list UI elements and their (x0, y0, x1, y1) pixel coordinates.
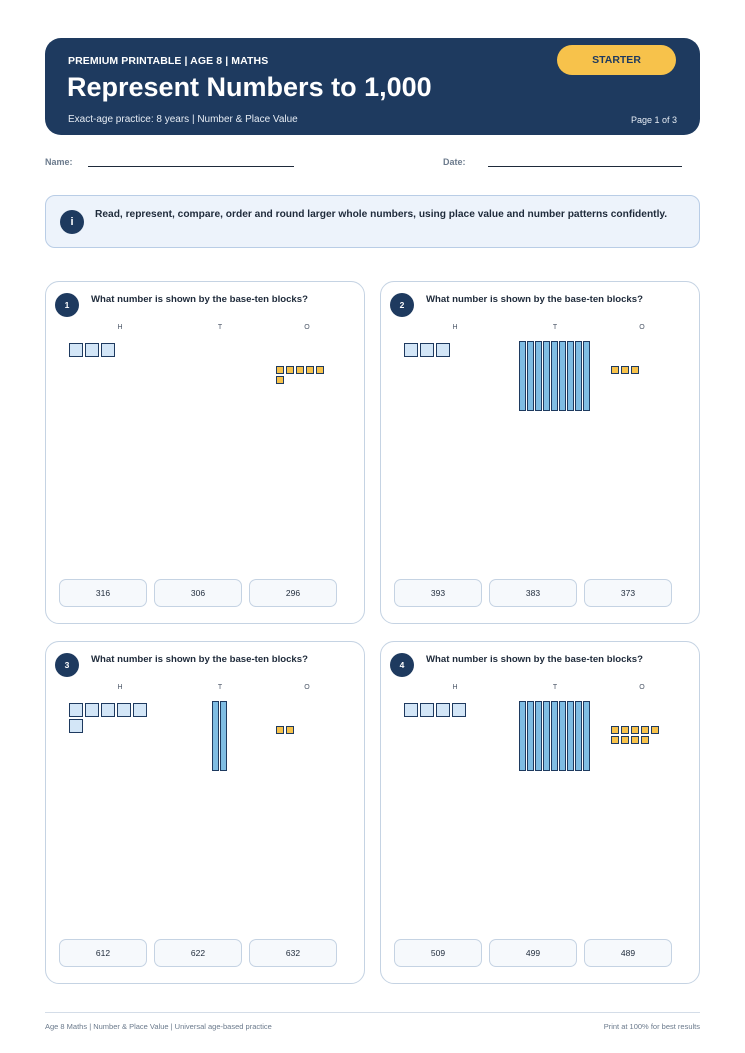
ten-rod (575, 701, 582, 771)
one-unit (621, 366, 629, 374)
answer-option[interactable]: 316 (59, 579, 147, 607)
hundred-flat (404, 703, 418, 717)
answer-option[interactable]: 622 (154, 939, 242, 967)
one-unit (651, 726, 659, 734)
one-unit (276, 726, 284, 734)
one-unit (621, 736, 629, 744)
one-unit (631, 366, 639, 374)
one-unit (631, 736, 639, 744)
ten-rod (559, 701, 566, 771)
one-unit (316, 366, 324, 374)
question-prompt: What number is shown by the base-ten blocks? (91, 654, 308, 665)
ten-rod (551, 701, 558, 771)
date-field[interactable] (488, 166, 682, 167)
question-card (45, 281, 365, 624)
ten-rod (535, 341, 542, 411)
level-badge: STARTER (557, 45, 676, 75)
place-value-label-t: T (552, 324, 558, 331)
info-icon: i (60, 210, 84, 234)
hundred-flat (420, 343, 434, 357)
question-number: 3 (55, 653, 79, 677)
page-indicator: Page 1 of 3 (630, 115, 677, 125)
ten-rod (212, 701, 219, 771)
place-value-label-h: H (117, 684, 123, 691)
one-unit (641, 736, 649, 744)
one-unit (276, 376, 284, 384)
hundred-flat (420, 703, 434, 717)
place-value-label-t: T (552, 684, 558, 691)
question-card (45, 641, 365, 984)
header-subtitle: Exact-age practice: 8 years | Number & Place Value (68, 114, 298, 125)
hundred-flat (436, 703, 450, 717)
answer-option[interactable]: 612 (59, 939, 147, 967)
ten-rod (527, 341, 534, 411)
footer-right: Print at 100% for best results (603, 1022, 700, 1031)
ten-rod (551, 341, 558, 411)
worksheet-header (45, 38, 700, 135)
place-value-label-t: T (217, 684, 223, 691)
footer-divider (45, 1012, 700, 1013)
one-unit (286, 366, 294, 374)
one-unit (276, 366, 284, 374)
place-value-label-h: H (452, 324, 458, 331)
hundred-flat (452, 703, 466, 717)
ten-rod (543, 341, 550, 411)
question-card (380, 641, 700, 984)
answer-option[interactable]: 373 (584, 579, 672, 607)
ten-rod (567, 701, 574, 771)
answer-option[interactable]: 632 (249, 939, 337, 967)
hundred-flat (101, 343, 115, 357)
question-prompt: What number is shown by the base-ten blocks? (91, 294, 308, 305)
place-value-label-o: O (639, 684, 645, 691)
answer-option[interactable]: 509 (394, 939, 482, 967)
learning-objective-text: Read, represent, compare, order and round larger whole numbers, using place value and number patterns confidently. (95, 209, 668, 220)
hundred-flat (133, 703, 147, 717)
question-number: 1 (55, 293, 79, 317)
question-number: 4 (390, 653, 414, 677)
learning-objective-box (45, 195, 700, 248)
page-title: Represent Numbers to 1,000 (67, 72, 432, 102)
one-unit (611, 726, 619, 734)
ten-rod (519, 701, 526, 771)
ten-rod (220, 701, 227, 771)
answer-option[interactable]: 306 (154, 579, 242, 607)
one-unit (286, 726, 294, 734)
one-unit (641, 726, 649, 734)
one-unit (611, 366, 619, 374)
answer-option[interactable]: 383 (489, 579, 577, 607)
place-value-label-h: H (117, 324, 123, 331)
hundred-flat (69, 719, 83, 733)
hundred-flat (404, 343, 418, 357)
one-unit (296, 366, 304, 374)
name-label: Name: (45, 157, 73, 167)
hundred-flat (69, 343, 83, 357)
ten-rod (527, 701, 534, 771)
ten-rod (559, 341, 566, 411)
hundred-flat (117, 703, 131, 717)
ten-rod (535, 701, 542, 771)
place-value-label-h: H (452, 684, 458, 691)
place-value-label-o: O (304, 324, 310, 331)
answer-option[interactable]: 393 (394, 579, 482, 607)
place-value-label-o: O (304, 684, 310, 691)
one-unit (631, 726, 639, 734)
one-unit (611, 736, 619, 744)
question-prompt: What number is shown by the base-ten blocks? (426, 294, 643, 305)
ten-rod (543, 701, 550, 771)
question-prompt: What number is shown by the base-ten blocks? (426, 654, 643, 665)
place-value-label-o: O (639, 324, 645, 331)
ten-rod (519, 341, 526, 411)
ten-rod (575, 341, 582, 411)
question-card (380, 281, 700, 624)
place-value-label-t: T (217, 324, 223, 331)
answer-option[interactable]: 489 (584, 939, 672, 967)
ten-rod (567, 341, 574, 411)
answer-option[interactable]: 296 (249, 579, 337, 607)
answer-option[interactable]: 499 (489, 939, 577, 967)
date-label: Date: (443, 157, 466, 167)
footer-left: Age 8 Maths | Number & Place Value | Universal age-based practice (45, 1022, 272, 1031)
hundred-flat (85, 703, 99, 717)
hundred-flat (436, 343, 450, 357)
hundred-flat (85, 343, 99, 357)
hundred-flat (69, 703, 83, 717)
question-number: 2 (390, 293, 414, 317)
hundred-flat (101, 703, 115, 717)
one-unit (306, 366, 314, 374)
ten-rod (583, 341, 590, 411)
ten-rod (583, 701, 590, 771)
one-unit (621, 726, 629, 734)
name-field[interactable] (88, 166, 294, 167)
header-kicker: PREMIUM PRINTABLE | AGE 8 | MATHS (68, 55, 269, 67)
